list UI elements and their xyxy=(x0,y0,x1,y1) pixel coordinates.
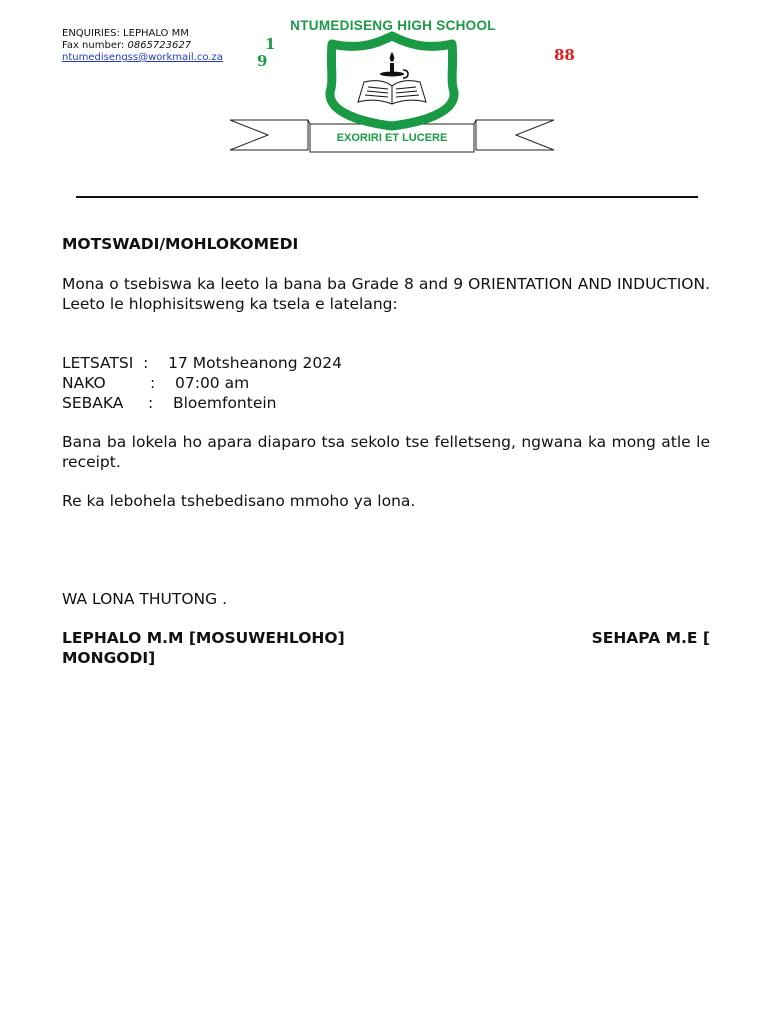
trip-details xyxy=(62,353,710,413)
detail-value: Bloemfontein xyxy=(172,394,277,412)
closing-line: WA LONA THUTONG . xyxy=(62,590,228,608)
detail-label: SEBAKA : xyxy=(62,394,173,412)
signatory-principal: LEPHALO M.M [MOSUWEHLOHO] xyxy=(62,629,345,647)
contact-block xyxy=(62,28,223,64)
email-link[interactable]: ntumedisengss@workmail.co.za xyxy=(62,52,223,63)
detail-row-time xyxy=(62,373,710,393)
detail-row-date xyxy=(62,353,710,373)
detail-row-place xyxy=(62,393,710,413)
detail-value: 17 Motsheanong 2024 xyxy=(168,354,342,372)
fax-number: 0865723627 xyxy=(127,40,192,51)
detail-label: LETSATSI : xyxy=(62,354,169,372)
header-divider xyxy=(76,196,698,198)
signature-block xyxy=(62,628,710,668)
salutation: MOTSWADI/MOHLOKOMEDI xyxy=(62,235,299,253)
school-crest xyxy=(228,14,558,159)
fax-line xyxy=(62,40,223,52)
enquiries-line: ENQUIRIES: LEPHALO MM xyxy=(62,28,189,39)
founding-year-part-3: 88 xyxy=(554,46,575,64)
intro-paragraph: Mona o tsebiswa ka leeto la bana ba Grade 8 and 9 ORIENTATION AND INDUCTION. Leeto le hlophisitsweng ka tsela e latelang: xyxy=(62,275,710,313)
school-motto: EXORIRI ET LUCERE xyxy=(336,132,448,144)
detail-label: NAKO : xyxy=(62,374,175,392)
cooperation-paragraph: Re ka lebohela tshebedisano mmoho ya lona. xyxy=(62,492,416,510)
signatory-secretary-title: MONGODI] xyxy=(62,649,156,667)
fax-label: Fax number: xyxy=(62,40,128,51)
founding-year-part-2: 9 xyxy=(257,52,268,70)
signatory-secretary: SEHAPA M.E [ xyxy=(591,629,710,647)
founding-year-part-1: 1 xyxy=(265,35,276,53)
dress-note-paragraph: Bana ba lokela ho apara diaparo tsa sekolo tse felletseng, ngwana ka mong atle le receipt. xyxy=(62,433,710,471)
shield-icon xyxy=(330,36,454,126)
school-name: NTUMEDISENG HIGH SCHOOL xyxy=(290,18,496,33)
letter-body xyxy=(62,234,710,668)
detail-value: 07:00 am xyxy=(175,374,250,392)
